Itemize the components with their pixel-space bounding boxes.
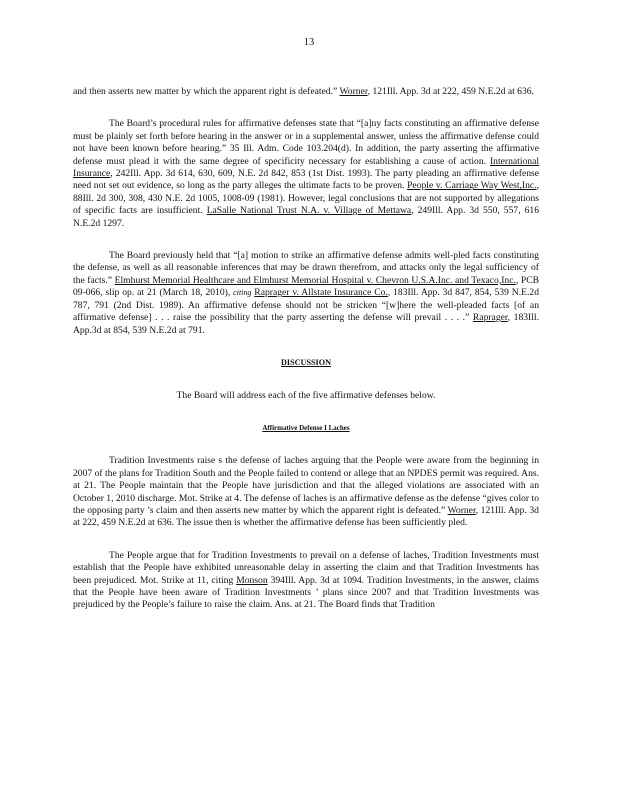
case-citation: Monson bbox=[236, 574, 268, 586]
case-citation: Worner bbox=[447, 504, 476, 516]
case-citation: Raprager bbox=[472, 312, 508, 324]
case-citation: Elmhurst Memorial Healthcare and Elmhurst Memorial Hospital v. Chevron U.S.A.Inc. and Texaco,Inc. bbox=[114, 274, 516, 286]
case-citation: LaSalle National Trust N.A. v. Village of Mettawa bbox=[206, 205, 412, 217]
paragraph-worner-quote: and then asserts new matter by which the apparent right is defeated.” Worner, 121Ill. App. 3d at 222, 459 N.E.2d at 636. bbox=[73, 86, 534, 97]
discussion-heading: DISCUSSION bbox=[280, 357, 332, 367]
page-number: 13 bbox=[303, 37, 315, 48]
paragraph-motion-to-strike: The Board previously held that “[a] motion to strike an affirmative defense admits well-pled facts constituting the defense, as well as all reasonable inferences that may be drawn therefrom, and attacks only the legal sufficiency of the facts.” Elmhurst Memorial Healthcare and Elmhurst Memorial Hospital v. Chevron U.S.A.Inc. and Texaco,Inc., PCB 09-066, slip op. at 21 (March 18, 2010), citing Raprager v. Allstate Insurance Co., 183Ill. App. 3d 847, 854, 539 N.E.2d 787, 791 (2nd Dist. 1989). An affirmative defense should not be stricken “[w]here the well-pleaded facts [of an affirmative defense] . . . raise the possibility that the party asserting the defense will prevail . . . .” Raprager, 183Ill. App.3d at 854, 539 N.E.2d at 791. bbox=[73, 250, 540, 336]
document-body bbox=[73, 86, 539, 612]
paragraph-procedural-rules: The Board’s procedural rules for affirmative defenses state that “[a]ny facts constituting an affirmative defense must be plainly set forth before hearing in the answer or in a supplemental answer, unless the affirmative defense could not have been known before hearing.” 35 Ill. Adm. Code 103.204(d). In addition, the party asserting the affirmative defense must plead it with the same degree of specificity necessary for establishing a cause of action. International Insurance, 242Ill. App. 3d 614, 630, 609, N.E. 2d 842, 853 (1st Dist. 1993). The party pleading an affirmative defense need not set out evidence, so long as the party alleges the ultimate facts to be proven. People v. Carriage Way West,Inc., 88Ill. 2d 300, 308, 430 N.E. 2d 1005, 1008-09 (1981). However, legal conclusions that are not supported by allegations of specific facts are insufficient. LaSalle National Trust N.A. v. Village of Mettawa, 249Ill. App. 3d 550, 557, 616 N.E.2d 1297. bbox=[73, 118, 540, 229]
paragraph-people-argue: The People argue that for Tradition Investments to prevail on a defense of laches, Tradition Investments must establish that the People have exhibited unreasonable delay in asserting the claim and that Tradition Investments has been prejudiced. Mot. Strike at 11, citing Monson 394Ill. App. 3d at 1094. Tradition Investments, in the answer, claims that the People have been aware of Tradition Investments ’ plans since 2007 and that Tradition Investments was prejudiced by the People’s failure to raise the claim. Ans. at 21. The Board finds that Tradition bbox=[73, 549, 539, 611]
paragraph-laches-defense: Tradition Investments raise s the defense of laches arguing that the People were aware from the beginning in 2007 of the plans for Tradition South and the People failed to contend or allege that an NPDES permit was required. Ans. at 21. The People maintain that the People have jurisdiction and that the alleged violations are associated with an October 1, 2010 discharge. Mot. Strike at 4. The defense of laches is an affirmative defense as the defense “gives color to the opposing party ’s claim and then asserts new matter by which the apparent right is defeated.” Worner, 121Ill. App. 3d at 222, 459 N.E.2d at 636. The issue then is whether the affirmative defense has been sufficiently pled. bbox=[73, 455, 540, 529]
case-citation: People v. Carriage Way West,Inc. bbox=[407, 180, 537, 192]
case-citation: Raprager v. Allstate Insurance Co. bbox=[254, 287, 388, 299]
affirmative-defense-heading: Affirmative Defense I Laches bbox=[262, 424, 350, 433]
case-citation: Worner bbox=[339, 86, 368, 97]
citing-signal: citing bbox=[233, 288, 252, 298]
case-citation: International Insurance bbox=[73, 155, 539, 180]
paragraph-discussion-intro: The Board will address each of the five affirmative defenses below. bbox=[176, 389, 436, 401]
